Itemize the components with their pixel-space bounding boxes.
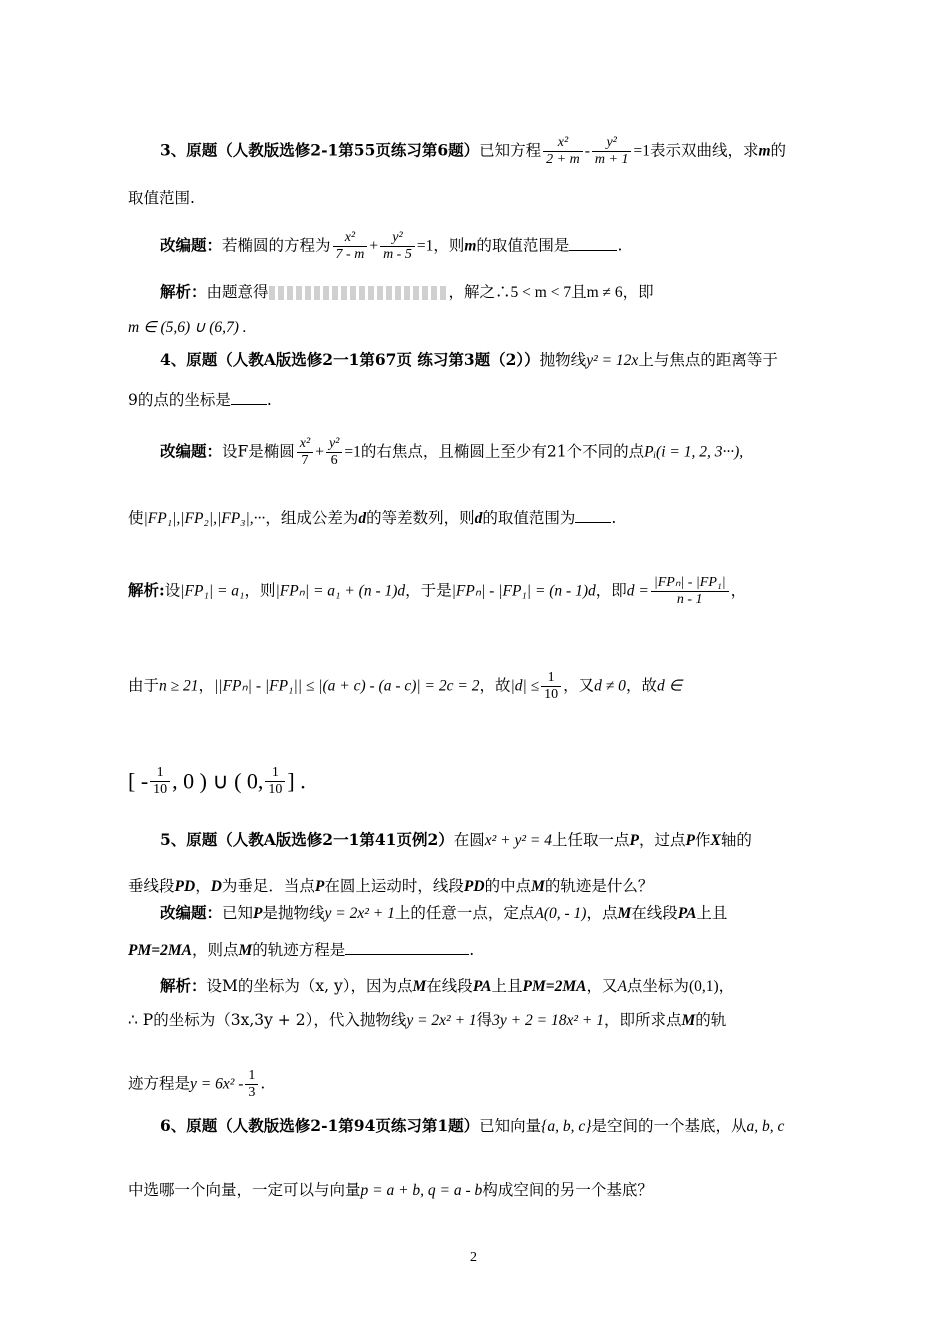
p3-text-a: 已知方程 bbox=[479, 141, 542, 160]
p6-line2: 中选哪一个向量，一定可以与向量p = a + b, q = a - b构成空间的另一个基底？ bbox=[128, 1181, 653, 1199]
page-number: 2 bbox=[470, 1250, 477, 1265]
p3-line2: 取值范围. bbox=[128, 189, 195, 207]
p5-jie: 解析：设M的坐标为（x, y），因为点M在线段PA上且PM=2MA，又A点坐标为(0,1)， bbox=[160, 976, 735, 995]
p5-line2: 垂线段PD，D为垂足．当点P在圆上运动时，线段PD的中点M的轨迹是什么？ bbox=[128, 877, 654, 895]
p4-jie-line2: 由于n ≥ 21，||FPₙ| - |FP₁|| ≤ |(a + c) - (a - c)| = 2c = 2，故|d| ≤ $\frac{1}{10}$ ，又d ≠ 0，故d ∈ bbox=[128, 670, 683, 702]
p5-gai: 改编题：已知P是抛物线y = 2x² + 1上的任意一点，定点A(0, - 1)，点M在线段PA上且 bbox=[160, 903, 728, 922]
p5-line1: 5、原题（人教A版选修2一1第41页例2）在圆x² + y² = 4上任取一点P，过点P作X轴的 bbox=[160, 830, 752, 849]
p4-gai-line2: 使|FP₁|,|FP₂|,|FP₃|,···，组成公差为d的等差数列，则d的取值范围为 . bbox=[128, 509, 617, 527]
p3-line1: 3、原题（人教版选修2-1第55页练习第6题）已知方程 $\frac{\text{x²}}{2 + m}$ - $\frac{\text{y²}}{m + 1}$ =1表示双曲线，求m的 bbox=[160, 135, 787, 167]
p5-jie-line3: 迹方程是y = 6x² - $\frac{1}{3}$ . bbox=[128, 1068, 266, 1100]
p5-jie-line2: ∴ P的坐标为（3x,3y + 2），代入抛物线y = 2x² + 1得3y + 2 = 18x² + 1，即所求点M的轨 bbox=[128, 1011, 727, 1029]
p4-line2: 9的点的坐标是 . bbox=[128, 391, 272, 409]
p5-gai-line2: PM=2MA，则点M的轨迹方程是 . bbox=[128, 941, 475, 959]
p3-frac2: $\frac{\text{y²}}{m + 1}$ bbox=[592, 135, 632, 168]
gai-label: 改编题： bbox=[160, 235, 223, 255]
p3-heading: 3、原题（人教版选修2-1第55页练习第6题） bbox=[160, 140, 480, 160]
p3-jie-line2: m ∈ (5,6) ∪ (6,7) . bbox=[128, 319, 247, 336]
jie-label: 解析： bbox=[160, 282, 207, 301]
p4-gai: 改编题：设F是椭圆 $\frac{\text{x²}}{7}$ + $\frac{\text{y²}}{6}$ =1的右焦点，且椭圆上至少有21个不同的点Pᵢ(i = 1, 2, 3···), bbox=[160, 436, 744, 468]
p4-jie-line3: [ - $\frac{1}{10}$ , 0 ) ∪ ( 0, $\frac{1}{10}$ ] . bbox=[128, 765, 306, 797]
p4-heading: 4、原题（人教A版选修2一1第67页 练习第3题（2）） bbox=[160, 350, 540, 369]
p3-gai: 改编题：若椭圆的方程为 $\frac{\text{x²}}{7 - m}$ + $\frac{\text{y²}}{m - 5}$ =1，则m的取值范围是 . bbox=[160, 230, 623, 262]
p3-frac1: $\frac{\text{x²}}{2 + m}$ bbox=[543, 135, 583, 168]
illegible-formula bbox=[269, 286, 449, 300]
p4-jie: 解析:设|FP₁| = a₁，则|FPₙ| = a₁ + (n - 1)d，于是|FPₙ| - |FP₁| = (n - 1)d，即d = $\frac{\text{|FPₙ| - |FP₁|}}{n - 1}$ ， bbox=[128, 575, 747, 607]
p6-line1: 6、原题（人教版选修2-1第94页练习第1题）已知向量{a, b, c}是空间的一个基底，从a, b, c bbox=[160, 1116, 785, 1135]
p4-line1: 4、原题（人教A版选修2一1第67页 练习第3题（2））抛物线y² = 12x上与焦点的距离等于 bbox=[160, 350, 778, 369]
p3-jie: 解析：由题意得 ，解之∴5 < m < 7且m ≠ 6，即 bbox=[160, 282, 654, 301]
